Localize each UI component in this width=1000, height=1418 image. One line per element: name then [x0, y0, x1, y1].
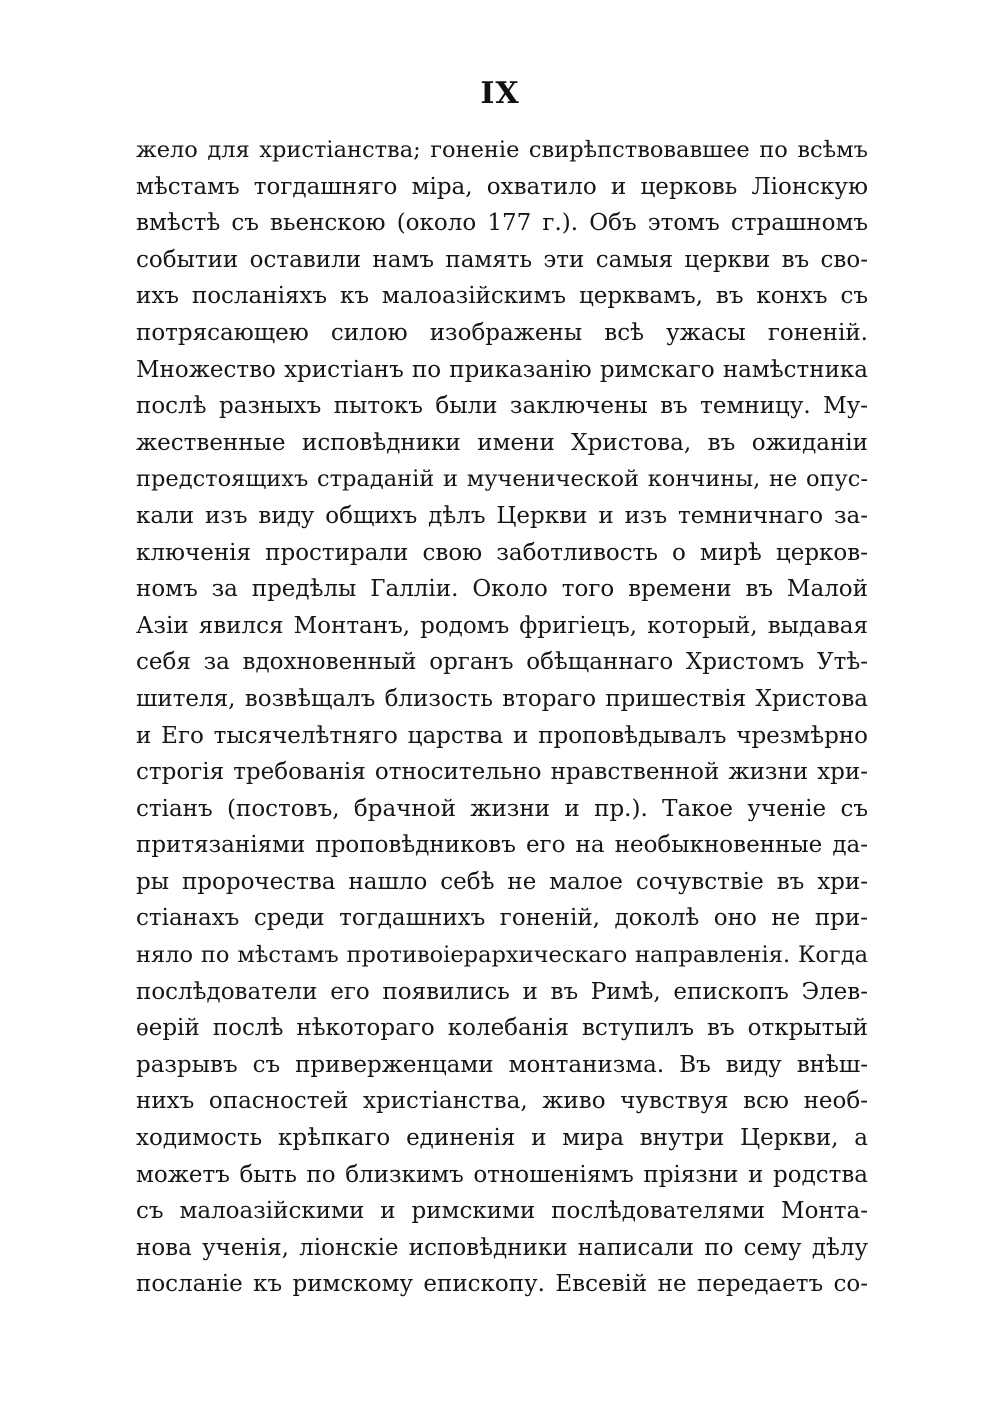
text-line: потрясающею силою изображены всѣ ужасы гоненій.	[136, 319, 868, 346]
text-line: послѣдователи его появились и въ Римѣ, епископъ Элев-	[136, 978, 868, 1005]
text-line: Множество христіанъ по приказанію римскаго намѣстника	[136, 356, 868, 383]
text-line: жело для христіанства; гоненіе свирѣпствовавшее по всѣмъ	[136, 137, 868, 163]
text-line: нихъ опасностей христіанства, живо чувствуя всю необ-	[136, 1088, 868, 1115]
text-line: вмѣстѣ съ вьенскою (около 177 г.). Объ этомъ страшномъ	[136, 210, 868, 237]
text-line: ключенія простирали свою заботливость о мирѣ церков-	[136, 539, 868, 566]
text-line: няло по мѣстамъ противоіерархическаго направленія. Когда	[136, 942, 868, 969]
text-line: и Его тысячелѣтняго царства и проповѣдывалъ чрезмѣрно	[136, 722, 868, 749]
text-line: кали изъ виду общихъ дѣлъ Церкви и изъ темничнаго за-	[136, 502, 868, 529]
text-line: Азіи явился Монтанъ, родомъ фригіецъ, который, выдавая	[136, 612, 868, 639]
text-line: нова ученія, ліонскіе исповѣдники написали по сему дѣлу	[136, 1234, 868, 1261]
text-line: событии оставили намъ память эти самыя церкви въ сво-	[136, 246, 868, 273]
text-line: послѣ разныхъ пытокъ были заключены въ темницу. Му-	[136, 393, 868, 420]
text-line: ходимость крѣпкаго единенія и мира внутри Церкви, а	[136, 1125, 868, 1152]
text-line: шителя, возвѣщалъ близость втораго пришествія Христова	[136, 685, 868, 712]
text-line: строгія требованія относительно нравственной жизни хри-	[136, 759, 868, 786]
text-line: разрывъ съ приверженцами монтанизма. Въ виду внѣш-	[136, 1051, 868, 1078]
text-line: стіанахъ среди тогдашнихъ гоненій, доколѣ оно не при-	[136, 905, 868, 932]
page-number: IX	[480, 76, 520, 111]
text-line: стіанъ (постовъ, брачной жизни и пр.). Такое ученіе съ	[136, 795, 868, 822]
text-line: можетъ быть по близкимъ отношеніямъ пріязни и родства	[136, 1161, 868, 1188]
text-line: ѳерій послѣ нѣкотораго колебанія вступилъ въ открытый	[136, 1015, 868, 1042]
text-line: съ малоазійскими и римскими послѣдователями Монта-	[136, 1198, 868, 1225]
text-line: номъ за предѣлы Галліи. Около того времени въ Малой	[136, 576, 868, 603]
text-line: жественные исповѣдники имени Христова, въ ожиданіи	[136, 429, 868, 456]
text-line: притязаніями проповѣдниковъ его на необыкновенные да-	[136, 832, 868, 859]
text-line: предстоящихъ страданій и мученической кончины, не опус-	[136, 466, 868, 493]
body-text	[136, 132, 868, 1303]
text-line: себя за вдохновенный органъ обѣщаннаго Христомъ Утѣ-	[136, 649, 868, 676]
text-line: ихъ посланіяхъ къ малоазійскимъ церквамъ, въ конхъ съ	[136, 283, 868, 310]
text-line: мѣстамъ тогдашняго міра, охватило и церковь Ліонскую	[136, 173, 868, 200]
text-line: ры пророчества нашло себѣ не малое сочувствіе въ хри-	[136, 868, 868, 895]
text-line: посланіе къ римскому епископу. Евсевій не передаетъ со-	[136, 1271, 868, 1298]
